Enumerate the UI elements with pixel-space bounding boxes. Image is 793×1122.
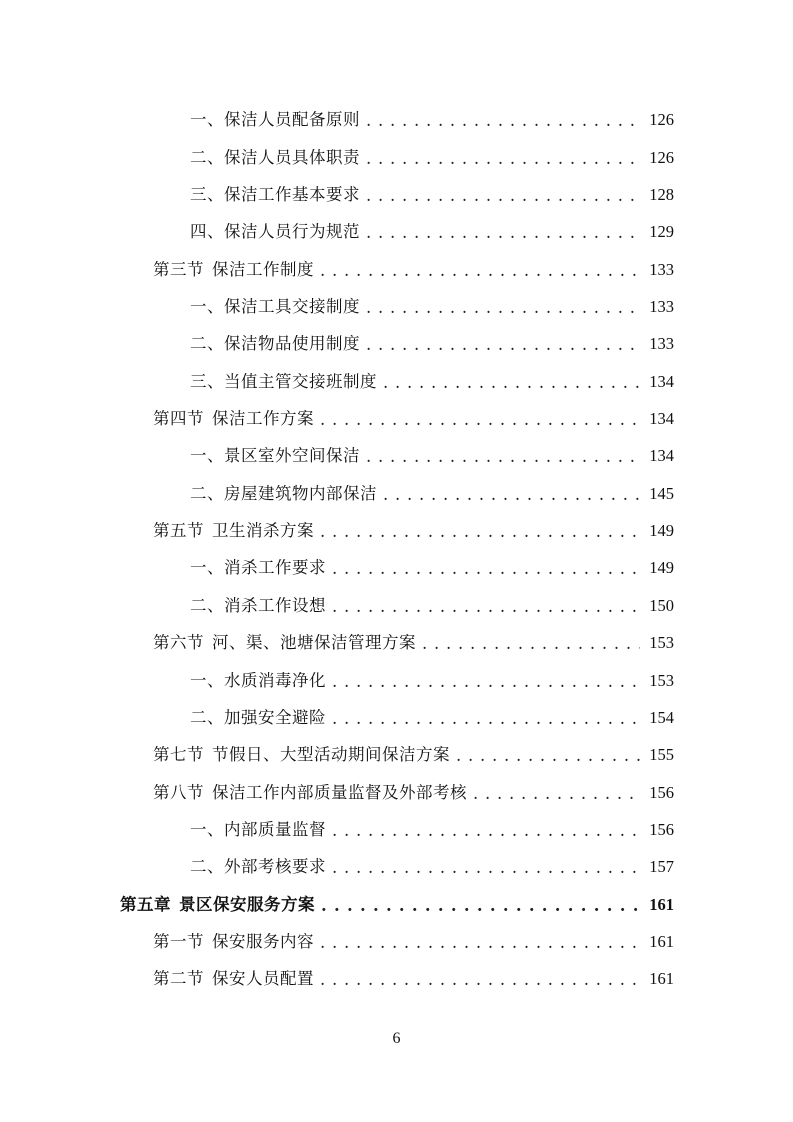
toc-entry-label bbox=[153, 747, 450, 764]
toc-section-entry[interactable] bbox=[153, 251, 674, 288]
toc-chapter-entry[interactable] bbox=[120, 886, 674, 923]
toc-dot-leader bbox=[366, 300, 640, 317]
toc-entry-label bbox=[153, 523, 314, 540]
toc-dot-leader bbox=[383, 487, 640, 504]
toc-entry-page: 153 bbox=[649, 633, 674, 653]
toc-entry-label bbox=[153, 635, 416, 652]
toc-entry-label bbox=[153, 411, 314, 428]
toc-dot-leader bbox=[366, 337, 640, 354]
toc-entry-page: 133 bbox=[649, 259, 674, 279]
toc-section-entry[interactable] bbox=[153, 401, 674, 438]
toc-dot-leader bbox=[366, 449, 640, 466]
toc-dot-leader bbox=[366, 113, 640, 130]
toc-entry-title: 保洁工作制度 bbox=[212, 259, 314, 279]
toc-dot-leader bbox=[332, 674, 640, 691]
toc-entry-label bbox=[190, 224, 360, 241]
toc-entry-title: 卫生消杀方案 bbox=[212, 521, 314, 541]
toc-entry-title: 保安人员配置 bbox=[212, 969, 314, 989]
toc-subsection-entry[interactable] bbox=[190, 550, 674, 587]
toc-entry-label bbox=[153, 931, 314, 951]
toc-dot-leader bbox=[320, 412, 640, 429]
toc-entry-title: 景区保安服务方案 bbox=[179, 894, 315, 914]
toc-entry-page: 134 bbox=[649, 409, 674, 429]
toc-dot-leader bbox=[320, 263, 640, 280]
toc-entry-label bbox=[153, 971, 314, 988]
toc-dot-leader bbox=[366, 151, 640, 168]
toc-entry-title: 四、保洁人员行为规范 bbox=[190, 222, 360, 242]
toc-dot-leader bbox=[473, 786, 640, 803]
toc-entry-title: 一、消杀工作要求 bbox=[190, 558, 326, 578]
toc-dot-leader bbox=[320, 524, 640, 541]
toc-subsection-entry[interactable] bbox=[190, 177, 674, 214]
toc-section-entry[interactable] bbox=[153, 961, 674, 998]
toc-entry-page: 156 bbox=[649, 782, 674, 802]
toc-entry-label bbox=[153, 782, 467, 802]
toc-entry-label bbox=[190, 147, 360, 167]
toc-entry-title: 一、景区室外空间保洁 bbox=[190, 446, 360, 466]
toc-entry-title: 二、保洁人员具体职责 bbox=[190, 147, 360, 167]
toc-entry-page: 156 bbox=[649, 819, 674, 839]
toc-entry-title: 节假日、大型活动期间保洁方案 bbox=[212, 745, 450, 765]
toc-dot-leader bbox=[456, 748, 640, 765]
toc-entry-title: 三、保洁工作基本要求 bbox=[190, 184, 360, 204]
toc-section-entry[interactable] bbox=[153, 737, 674, 774]
toc-entry-label bbox=[190, 336, 360, 353]
toc-entry-number: 第七节 bbox=[153, 745, 204, 765]
toc-entry-page: 153 bbox=[649, 670, 674, 690]
toc-entry-label bbox=[190, 184, 360, 204]
toc-entry-title: 二、消杀工作设想 bbox=[190, 595, 326, 615]
toc-section-entry[interactable] bbox=[153, 924, 674, 961]
toc-entry-number: 第五章 bbox=[120, 894, 171, 914]
toc-entry-page: 133 bbox=[649, 297, 674, 316]
toc-subsection-entry[interactable] bbox=[190, 849, 674, 886]
toc-entry-label bbox=[190, 112, 360, 129]
toc-subsection-entry[interactable] bbox=[190, 102, 674, 139]
page-number: 6 bbox=[392, 1030, 401, 1047]
toc-entry-number: 第四节 bbox=[153, 409, 204, 429]
toc-entry-page: 145 bbox=[649, 483, 674, 503]
toc-dot-leader bbox=[383, 375, 640, 392]
toc-dot-leader bbox=[422, 636, 640, 653]
toc-section-entry[interactable] bbox=[153, 625, 674, 662]
toc-subsection-entry[interactable] bbox=[190, 476, 674, 513]
toc-entry-page: 161 bbox=[649, 931, 674, 951]
toc-section-entry[interactable] bbox=[153, 513, 674, 550]
toc-entry-label bbox=[190, 371, 377, 391]
toc-entry-label bbox=[190, 483, 377, 503]
toc-subsection-entry[interactable] bbox=[190, 139, 674, 176]
toc-entry-label bbox=[190, 670, 326, 690]
toc-subsection-entry[interactable] bbox=[190, 363, 674, 400]
toc-entry-number: 第三节 bbox=[153, 259, 204, 279]
toc-dot-leader bbox=[321, 898, 640, 915]
toc-entry-label bbox=[120, 894, 315, 914]
toc-entry-title: 二、外部考核要求 bbox=[190, 857, 326, 877]
toc-dot-leader bbox=[366, 188, 640, 205]
toc-entry-title: 一、水质消毒净化 bbox=[190, 670, 326, 690]
toc-dot-leader bbox=[332, 823, 640, 840]
toc-dot-leader bbox=[332, 711, 640, 728]
toc-entry-page: 133 bbox=[649, 334, 674, 354]
toc-entry-number: 第二节 bbox=[153, 969, 204, 989]
toc-entry-title: 三、当值主管交接班制度 bbox=[190, 371, 377, 391]
toc-entry-number: 第一节 bbox=[153, 931, 204, 951]
toc-entry-label bbox=[190, 707, 326, 727]
toc-entry-page: 161 bbox=[649, 969, 674, 989]
toc-entry-number: 第八节 bbox=[153, 782, 204, 802]
toc-dot-leader bbox=[366, 225, 640, 242]
toc-subsection-entry[interactable] bbox=[190, 326, 674, 363]
toc-subsection-entry[interactable] bbox=[190, 662, 674, 699]
toc-entry-label bbox=[190, 595, 326, 615]
toc-dot-leader bbox=[332, 860, 640, 877]
toc-entry-page: 161 bbox=[649, 894, 674, 914]
toc-subsection-entry[interactable] bbox=[190, 700, 674, 737]
toc-subsection-entry[interactable] bbox=[190, 289, 674, 326]
toc-entry-page: 128 bbox=[649, 184, 674, 204]
toc-entry-title: 河、渠、池塘保洁管理方案 bbox=[212, 633, 416, 653]
toc-entry-title: 二、房屋建筑物内部保洁 bbox=[190, 483, 377, 503]
toc-entry-page: 149 bbox=[649, 558, 674, 578]
toc-entry-title: 一、保洁人员配备原则 bbox=[190, 110, 360, 130]
toc-entry-page: 150 bbox=[649, 595, 674, 615]
toc-entry-page: 134 bbox=[649, 371, 674, 391]
toc-entry-label bbox=[190, 299, 360, 316]
toc-dot-leader bbox=[332, 561, 640, 578]
toc-entry-title: 保洁工作内部质量监督及外部考核 bbox=[212, 782, 467, 802]
toc-entry-title: 保洁工作方案 bbox=[212, 409, 314, 429]
toc-entry-page: 126 bbox=[649, 147, 674, 167]
toc-entry-title: 二、加强安全避险 bbox=[190, 707, 326, 727]
toc-entry-page: 126 bbox=[649, 110, 674, 130]
toc-entry-page: 149 bbox=[649, 521, 674, 541]
toc-section-entry[interactable] bbox=[153, 774, 674, 811]
toc-entry-page: 154 bbox=[649, 707, 674, 727]
toc-dot-leader bbox=[320, 935, 640, 952]
toc-entry-title: 二、保洁物品使用制度 bbox=[190, 334, 360, 354]
toc-entry-page: 129 bbox=[649, 222, 674, 242]
toc-entry-label bbox=[190, 448, 360, 465]
toc-entry-page: 134 bbox=[649, 446, 674, 466]
toc-dot-leader bbox=[320, 972, 640, 989]
toc-entry-page: 155 bbox=[649, 745, 674, 765]
toc-entry-title: 保安服务内容 bbox=[212, 931, 314, 951]
toc-subsection-entry[interactable] bbox=[190, 214, 674, 251]
toc-entry-label bbox=[190, 819, 326, 839]
toc-subsection-entry[interactable] bbox=[190, 438, 674, 475]
toc-subsection-entry[interactable] bbox=[190, 588, 674, 625]
toc-entry-title: 一、保洁工具交接制度 bbox=[190, 297, 360, 316]
toc-entry-page: 157 bbox=[649, 857, 674, 877]
toc-entry-label bbox=[190, 560, 326, 577]
toc-entry-number: 第五节 bbox=[153, 521, 204, 541]
toc-entry-label bbox=[153, 259, 314, 279]
toc-dot-leader bbox=[332, 599, 640, 616]
toc-entry-number: 第六节 bbox=[153, 633, 204, 653]
toc-subsection-entry[interactable] bbox=[190, 812, 674, 849]
toc-entry-label bbox=[190, 859, 326, 876]
toc-entry-title: 一、内部质量监督 bbox=[190, 819, 326, 839]
